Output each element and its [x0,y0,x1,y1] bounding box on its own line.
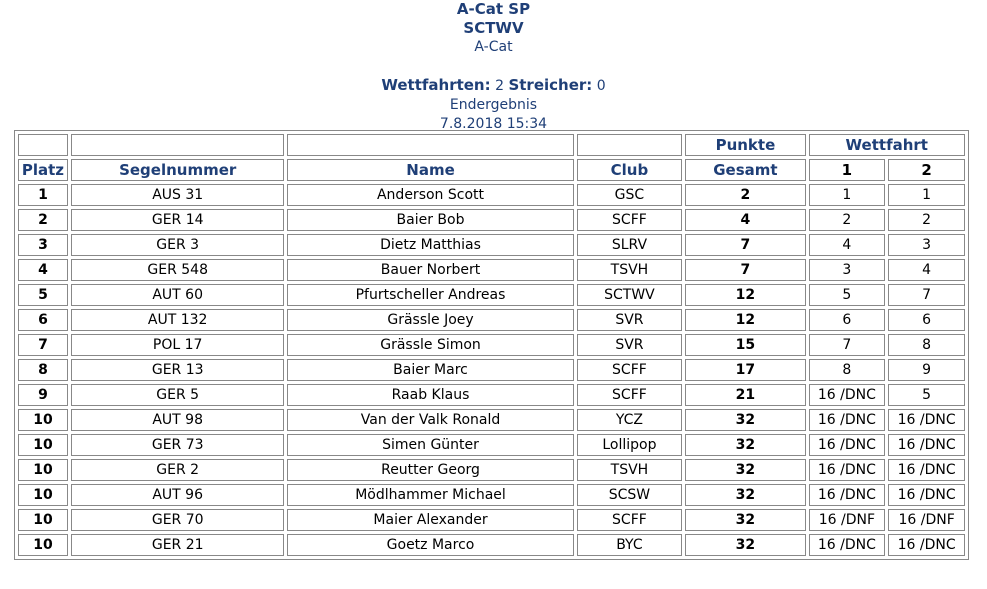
column-header-row [18,159,965,181]
total-points-cell: 32 [685,459,805,481]
place-cell: 7 [18,334,68,356]
table-row [18,484,965,506]
place-cell: 10 [18,459,68,481]
club-cell: SLRV [577,234,683,256]
race-1-score-cell: 16 /DNC [809,434,886,456]
race-2-score-cell: 2 [888,209,965,231]
sail-number-cell: GER 13 [71,359,285,381]
race-1-score-cell: 5 [809,284,886,306]
name-cell: Grässle Simon [287,334,573,356]
total-points-cell: 32 [685,509,805,531]
place-cell: 2 [18,209,68,231]
club-cell: SVR [577,334,683,356]
race-2-score-cell: 16 /DNF [888,509,965,531]
race-1-score-cell: 4 [809,234,886,256]
table-row [18,359,965,381]
race-1-score-cell: 16 /DNC [809,534,886,556]
name-cell: Simen Günter [287,434,573,456]
name-cell: Bauer Norbert [287,259,573,281]
total-points-cell: 15 [685,334,805,356]
sail-number-cell: GER 70 [71,509,285,531]
race-2-score-cell: 4 [888,259,965,281]
race-2-score-cell: 16 /DNC [888,484,965,506]
empty-header-cell [287,134,573,156]
group-header-row [18,134,965,156]
total-points-cell: 4 [685,209,805,231]
race-1-score-cell: 16 /DNF [809,509,886,531]
col-header-race-1: 1 [809,159,886,181]
race-2-score-cell: 5 [888,384,965,406]
sail-number-cell: GER 3 [71,234,285,256]
boat-class: A-Cat [474,39,513,55]
table-row [18,409,965,431]
total-points-cell: 12 [685,284,805,306]
empty-header-cell [71,134,285,156]
race-2-score-cell: 16 /DNC [888,459,965,481]
total-points-cell: 21 [685,384,805,406]
name-cell: Mödlhammer Michael [287,484,573,506]
race-1-score-cell: 6 [809,309,886,331]
results-header [0,0,987,134]
races-group-header: Wettfahrt [809,134,965,156]
race-2-score-cell: 1 [888,184,965,206]
race-1-score-cell: 16 /DNC [809,484,886,506]
club-cell: TSVH [577,459,683,481]
name-cell: Dietz Matthias [287,234,573,256]
race-1-score-cell: 1 [809,184,886,206]
races-label: Wettfahrten: [381,76,491,94]
table-row [18,284,965,306]
club-cell: Lollipop [577,434,683,456]
race-2-score-cell: 7 [888,284,965,306]
sail-number-cell: GER 5 [71,384,285,406]
result-status: Endergebnis [449,97,538,113]
sail-number-cell: GER 14 [71,209,285,231]
sail-number-cell: AUT 98 [71,409,285,431]
sail-number-cell: AUS 31 [71,184,285,206]
race-2-score-cell: 16 /DNC [888,434,965,456]
empty-header-cell [18,134,68,156]
name-cell: Anderson Scott [287,184,573,206]
place-cell: 10 [18,409,68,431]
place-cell: 8 [18,359,68,381]
place-cell: 10 [18,434,68,456]
col-header-name: Name [287,159,573,181]
sail-number-cell: GER 548 [71,259,285,281]
race-1-score-cell: 2 [809,209,886,231]
sail-number-cell: AUT 60 [71,284,285,306]
race-2-score-cell: 6 [888,309,965,331]
table-row [18,534,965,556]
total-points-cell: 32 [685,434,805,456]
club-cell: SCFF [577,384,683,406]
table-row [18,384,965,406]
sail-number-cell: POL 17 [71,334,285,356]
race-1-score-cell: 16 /DNC [809,459,886,481]
sail-number-cell: AUT 96 [71,484,285,506]
total-points-cell: 7 [685,259,805,281]
place-cell: 5 [18,284,68,306]
race-2-score-cell: 3 [888,234,965,256]
total-points-cell: 32 [685,534,805,556]
name-cell: Maier Alexander [287,509,573,531]
place-cell: 4 [18,259,68,281]
col-header-total: Gesamt [685,159,805,181]
place-cell: 6 [18,309,68,331]
place-cell: 10 [18,509,68,531]
club-cell: SCSW [577,484,683,506]
name-cell: Baier Marc [287,359,573,381]
name-cell: Van der Valk Ronald [287,409,573,431]
table-row [18,334,965,356]
points-group-header: Punkte [685,134,805,156]
total-points-cell: 17 [685,359,805,381]
race-1-score-cell: 16 /DNC [809,384,886,406]
table-row [18,309,965,331]
col-header-sail-number: Segelnummer [71,159,285,181]
race-2-score-cell: 16 /DNC [888,409,965,431]
discards-value: 0 [596,78,606,94]
col-header-race-2: 2 [888,159,965,181]
table-row [18,234,965,256]
results-table [14,130,969,560]
club-cell: SCFF [577,509,683,531]
club-cell: SCTWV [577,284,683,306]
club-cell: YCZ [577,409,683,431]
club-cell: TSVH [577,259,683,281]
col-header-place: Platz [18,159,68,181]
race-1-score-cell: 16 /DNC [809,409,886,431]
place-cell: 10 [18,534,68,556]
name-cell: Reutter Georg [287,459,573,481]
race-summary [0,76,987,96]
name-cell: Grässle Joey [287,309,573,331]
race-2-score-cell: 9 [888,359,965,381]
total-points-cell: 32 [685,409,805,431]
name-cell: Goetz Marco [287,534,573,556]
sail-number-cell: GER 2 [71,459,285,481]
table-row [18,259,965,281]
total-points-cell: 32 [685,484,805,506]
col-header-club: Club [577,159,683,181]
club-cell: GSC [577,184,683,206]
place-cell: 9 [18,384,68,406]
sail-number-cell: GER 73 [71,434,285,456]
event-title: A-Cat SP [456,0,531,18]
race-2-score-cell: 16 /DNC [888,534,965,556]
place-cell: 1 [18,184,68,206]
discards-label: Streicher: [508,76,593,94]
club-cell: SCFF [577,209,683,231]
table-row [18,209,965,231]
sail-number-cell: AUT 132 [71,309,285,331]
race-1-score-cell: 8 [809,359,886,381]
organizing-club: SCTWV [463,19,524,37]
races-value: 2 [495,78,504,94]
sail-number-cell: GER 21 [71,534,285,556]
empty-header-cell [577,134,683,156]
name-cell: Baier Bob [287,209,573,231]
place-cell: 10 [18,484,68,506]
place-cell: 3 [18,234,68,256]
result-datetime: 7.8.2018 15:34 [439,116,548,132]
total-points-cell: 7 [685,234,805,256]
table-row [18,509,965,531]
name-cell: Pfurtscheller Andreas [287,284,573,306]
table-row [18,184,965,206]
total-points-cell: 12 [685,309,805,331]
total-points-cell: 2 [685,184,805,206]
club-cell: SVR [577,309,683,331]
club-cell: SCFF [577,359,683,381]
race-1-score-cell: 3 [809,259,886,281]
race-2-score-cell: 8 [888,334,965,356]
table-row [18,434,965,456]
race-1-score-cell: 7 [809,334,886,356]
club-cell: BYC [577,534,683,556]
table-row [18,459,965,481]
name-cell: Raab Klaus [287,384,573,406]
